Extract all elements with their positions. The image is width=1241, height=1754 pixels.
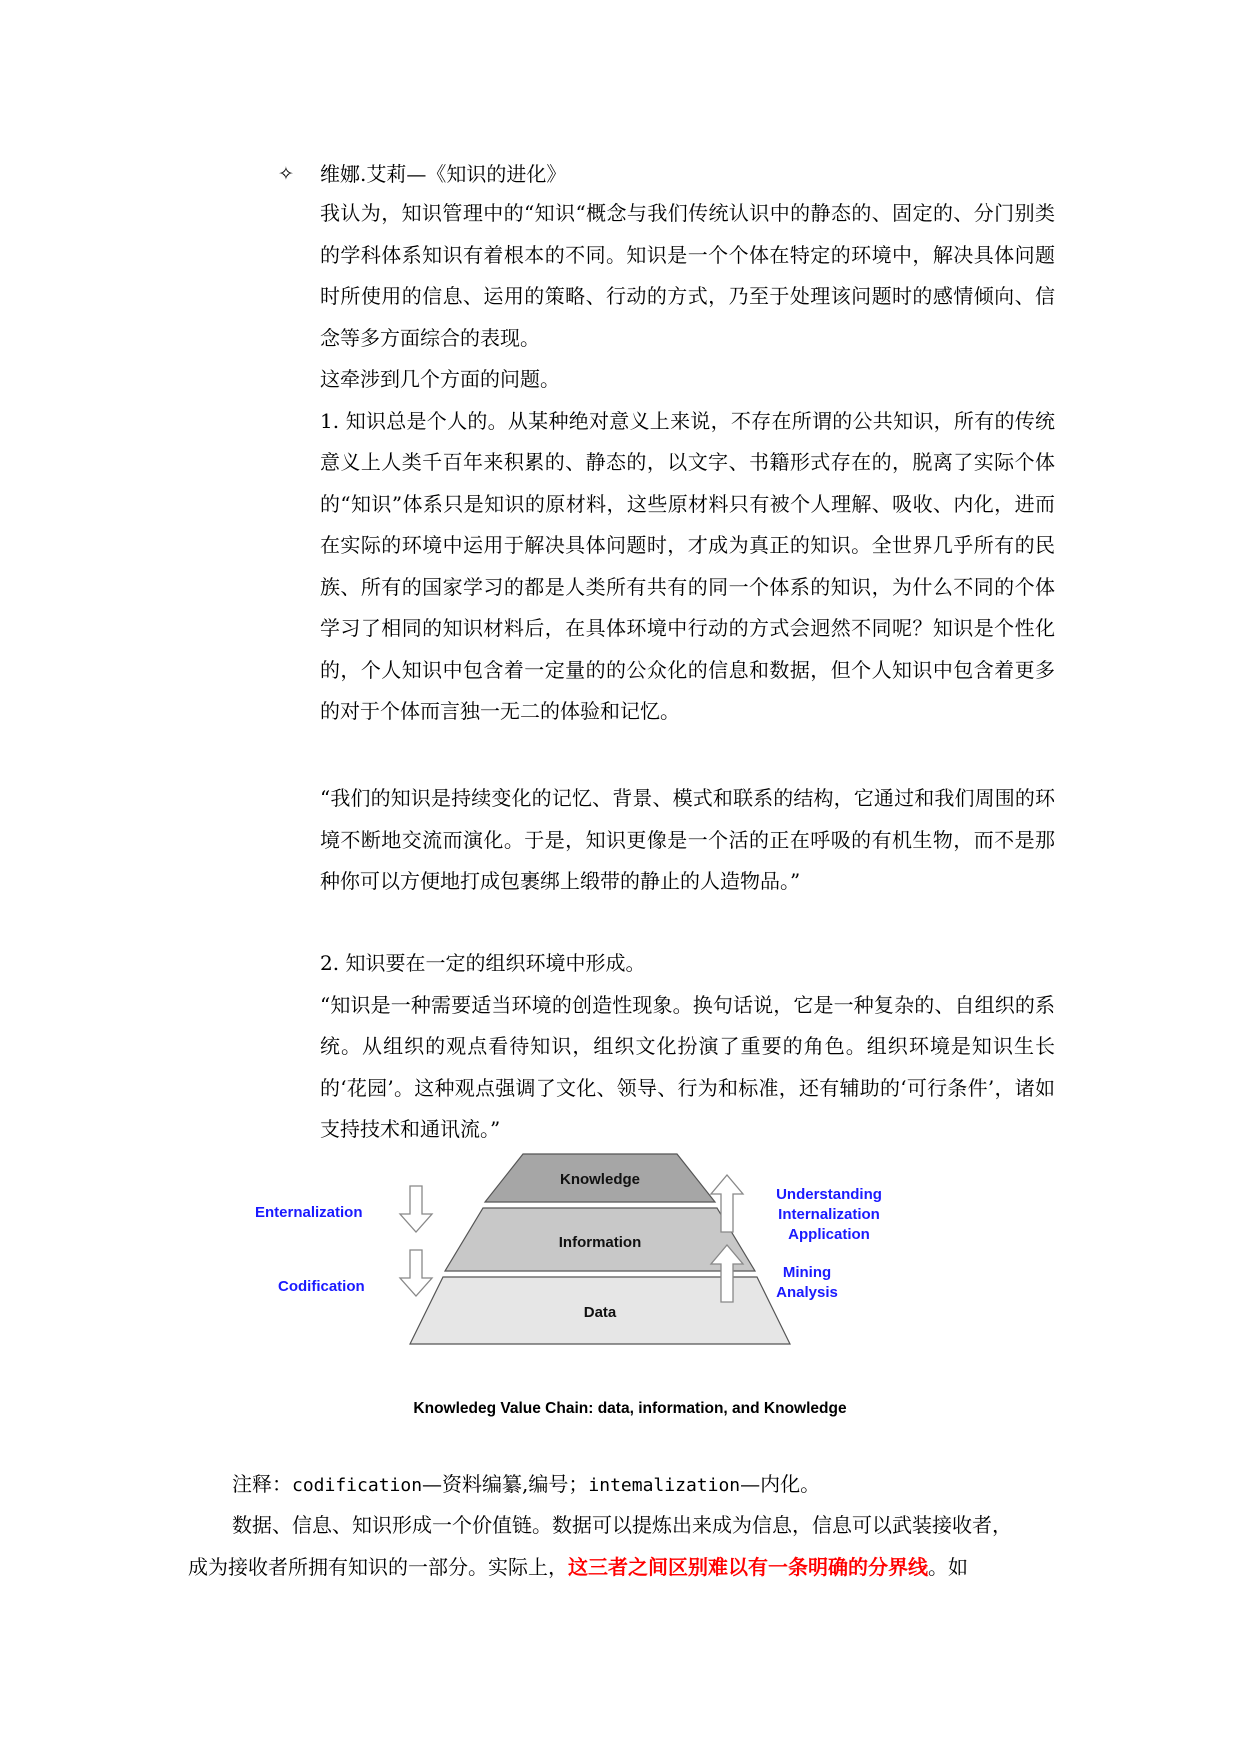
label-mining: Mining [782,1264,832,1281]
closing-text-end: 。如 [928,1554,968,1579]
tier-label-information: Information [558,1234,642,1251]
down-arrow-icon [400,1186,432,1232]
point-2-quote: “知识是一种需要适当环境的创造性现象。换句话说，它是一种复杂的、自组织的系统。从组织的观点看待知识，组织文化扮演了重要的角色。组织环境是知识生长的‘花园’。这种观点强调了文化、领导、行为和标准，还有辅助的‘可行条件’，诸如支持技术和通讯流。” [320,992,1055,1141]
heading-title: 维娜.艾莉—《知识的进化》 [320,162,567,186]
label-codification: Codification [278,1278,365,1295]
note-line [232,1470,820,1500]
intro-paragraph-2: 这牵涉到几个方面的问题。 [320,367,560,391]
note-prefix: 注释： [232,1472,292,1496]
tier-label-data: Data [583,1304,617,1321]
point-1-paragraph: 1. 知识总是个人的。从某种绝对意义上来说，不存在所谓的公共知识，所有的传统意义上人类千百年来积累的、静态的，以文字、书籍形式存在的，脱离了实际个体的“知识”体系只是知识的原材料，这些原材料只有被个人理解、吸收、内化，进而在实际的环境中运用于解决具体问题时，才成为真正的知识。全世界几乎所有的民族、所有的国家学习的都是人类所有共有的同一个体系的知识，为什么不同的个体学习了相同的知识材料后，在具体环境中行动的方式会迥然不同呢？知识是个性化的，个人知识中包含着一定量的的公众化的信息和数据，但个人知识中包含着更多的对于个体而言独一无二的体验和记忆。 [320,408,1055,723]
closing-text: 成为接收者所拥有知识的一部分。实际上， [188,1554,568,1579]
closing-line-1: 数据、信息、知识形成一个价值链。数据可以提炼出来成为信息，信息可以武装接收者， [232,1513,1012,1537]
point-2-heading: 2. 知识要在一定的组织环境中形成。 [320,951,646,975]
figure-caption: Knowledeg Value Chain: data, information, and Knowledge [413,1400,847,1417]
note-term-2: intemalization [588,1475,741,1496]
pyramid-diagram [255,1150,990,1410]
intro-paragraph-1: 我认为，知识管理中的“知识“概念与我们传统认识中的静态的、固定的、分门别类的学科体系知识有着根本的不同。知识是一个个体在特定的环境中，解决具体问题时所使用的信息、运用的策略、行动的方式，乃至于处理该问题时的感情倾向、信念等多方面综合的表现。 [320,201,1055,350]
closing-paragraph [188,1505,1048,1588]
diamond-bullet-icon: ✧ [278,163,294,185]
label-enternalization: Enternalization [255,1204,363,1221]
label-analysis: Analysis [776,1284,838,1301]
highlighted-text: 这三者之间区别难以有一条明确的分界线 [568,1554,928,1579]
closing-line-2 [188,1547,1048,1589]
quote-text: “我们的知识是持续变化的记忆、背景、模式和联系的结构，它通过和我们周围的环境不断地交流而演化。于是，知识更像是一个活的正在呼吸的有机生物，而不是那种你可以方便地打成包裹绑上缎带的静止的人造物品。” [320,786,1055,893]
note-term-1: codification [292,1475,423,1496]
note-definition-2: —内化。 [740,1472,821,1496]
intro-section [320,193,1055,733]
quote-paragraph [320,778,1055,903]
tier-label-knowledge: Knowledge [559,1171,641,1188]
down-arrow-icon [400,1250,432,1296]
label-application: Application [788,1226,870,1243]
note-definition-1: —资料编纂,编号； [422,1472,589,1496]
label-understanding: Understanding [776,1186,882,1203]
label-internalization: Internalization [778,1206,880,1223]
point-2-section [320,943,1055,1151]
